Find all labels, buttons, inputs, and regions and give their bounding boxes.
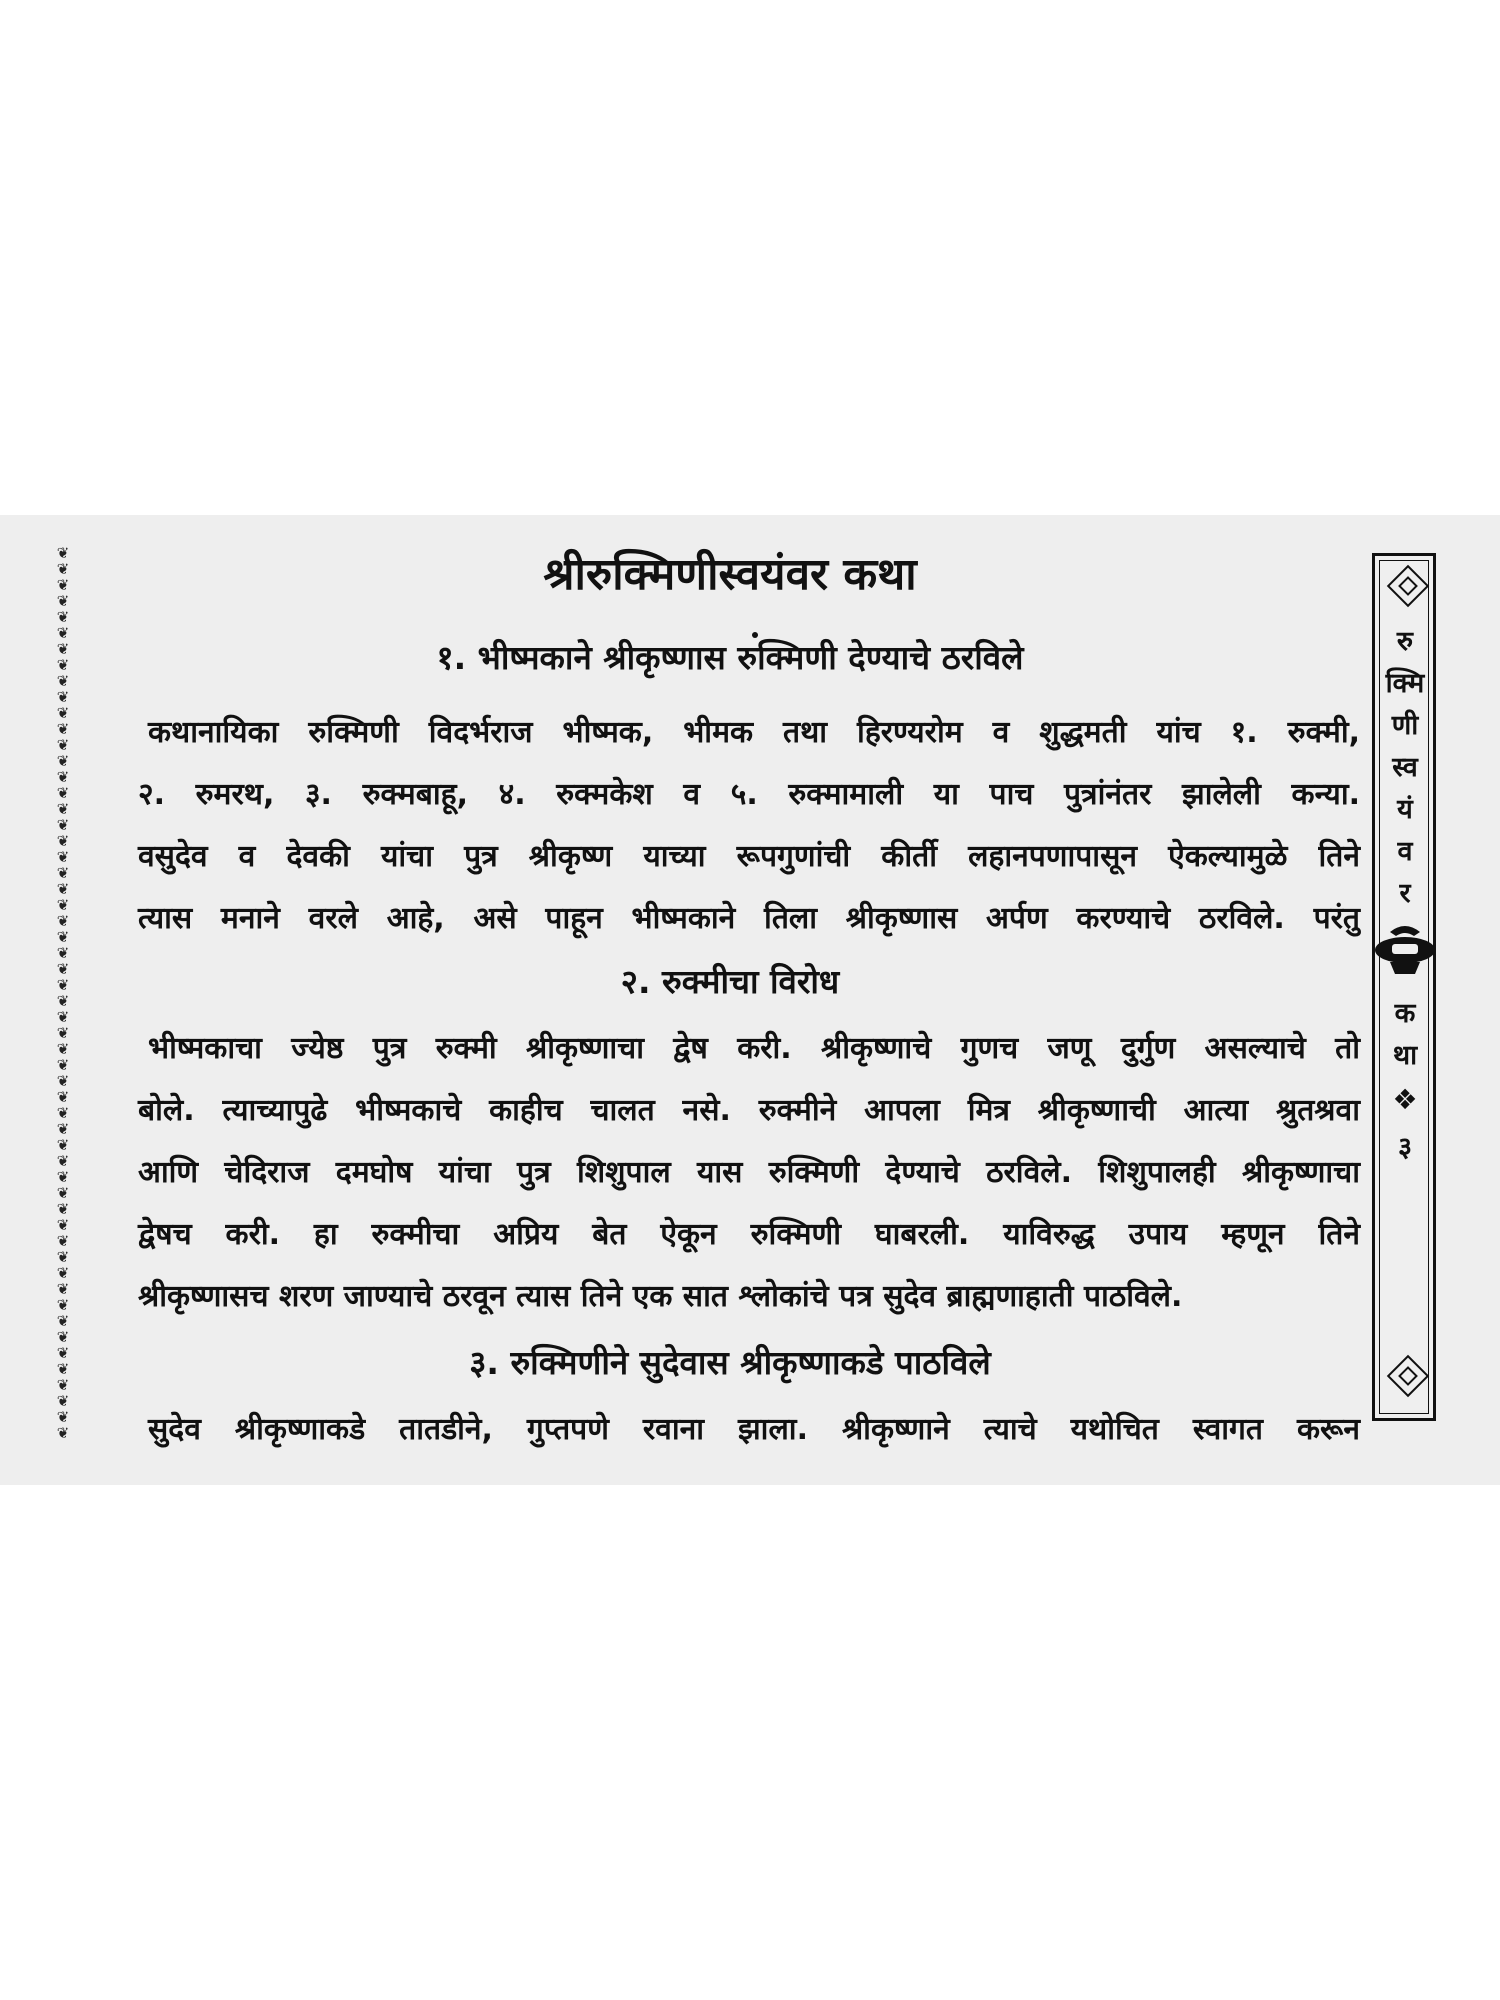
section-heading-1: १. भीष्मकाने श्रीकृष्णास रुक्मिणी देण्याचे ठरविले [436,638,1024,677]
knot-ornament-icon [1387,1355,1429,1397]
paragraph-line: २. रुमरथ, ३. रुक्मबाहू, ४. रुक्मकेश व ५. रुक्मामाली या पाच पुत्रांनंतर झालेली कन्या. [138,777,1360,812]
kalash-icon [1368,918,1442,976]
page-number: ३ [1397,1132,1413,1163]
title-dot [752,632,758,638]
sidebar-title-letter: क्मि [1385,668,1425,699]
paragraph-line: त्यास मनाने वरले आहे, असे पाहून भीष्मकाने तिला श्रीकृष्णास अर्पण करण्याचे ठरविले. परंतु [138,901,1360,936]
paragraph-line: सुदेव श्रीकृष्णाकडे तातडीने, गुप्तपणे रवाना झाला. श्रीकृष्णाने त्याचे यथोचित स्वागत करून [148,1412,1360,1447]
paragraph-line: आणि चेदिराज दमघोष यांचा पुत्र शिशुपाल यास रुक्मिणी देण्याचे ठरविले. शिशुपालही श्रीकृष्णाचा [138,1155,1360,1190]
sidebar-title-letters-bottom [1380,993,1430,1077]
paragraph-line: द्वेषच करी. हा रुक्मीचा अप्रिय बेत ऐकून रुक्मिणी घाबरली. याविरुद्ध उपाय म्हणून तिने [138,1217,1360,1252]
sidebar-title-letter: क [1394,998,1416,1029]
knot-ornament-icon [1387,565,1429,607]
paragraph-line: वसुदेव व देवकी यांचा पुत्र श्रीकृष्ण याच्या रूपगुणांची कीर्ती लहानपणापासून ऐकल्यामुळे तिने [138,839,1360,874]
sidebar-title-letter: णी [1391,710,1419,741]
paragraph-line: बोले. त्याच्यापुढे भीष्मकाचे काहीच चालत नसे. रुक्मीने आपला मित्र श्रीकृष्णाची आत्या श्रुतश्रवा [138,1093,1360,1128]
sidebar-title-letter: था [1392,1040,1418,1071]
section-heading-3: ३. रुक्मिणीने सुदेवास श्रीकृष्णाकडे पाठविले [469,1343,991,1382]
sidebar-inner-frame [1379,560,1429,1414]
sidebar-running-title [1372,553,1436,1421]
page-title: श्रीरुक्मिणीस्वयंवर कथा [543,549,917,600]
sidebar-title-letter: यं [1397,794,1413,825]
sidebar-title-letter: रु [1396,626,1414,657]
paragraph-line: कथानायिका रुक्मिणी विदर्भराज भीष्मक, भीमक तथा हिरण्यरोम व शुद्धमती यांच १. रुक्मी, [148,715,1360,750]
sidebar-title-letter: व [1397,836,1413,867]
star-ornament-icon: ❖ [1392,1083,1418,1116]
paragraph-line: श्रीकृष्णासच शरण जाण्याचे ठरवून त्यास तिने एक सात श्लोकांचे पत्र सुदेव ब्राह्मणाहाती पाठविले. [138,1279,1183,1314]
sidebar-title-letter: र [1399,878,1411,909]
section-heading-2: २. रुक्मीचा विरोध [620,962,840,1001]
sidebar-title-letter: स्व [1392,752,1418,783]
left-border-ornament: ❦❦❦❦❦❦❦❦❦❦❦❦❦❦❦❦❦❦❦❦❦❦❦❦❦❦❦❦❦❦❦❦❦❦❦❦❦❦❦❦❦❦❦❦❦❦❦❦❦❦❦❦❦❦❦❦ [56,544,70,1442]
paragraph-line: भीष्मकाचा ज्येष्ठ पुत्र रुक्मी श्रीकृष्णाचा द्वेष करी. श्रीकृष्णाचे गुणच जणू दुर्गुण असल्याचे तो [148,1031,1360,1066]
sidebar-title-letters-top [1380,621,1430,915]
